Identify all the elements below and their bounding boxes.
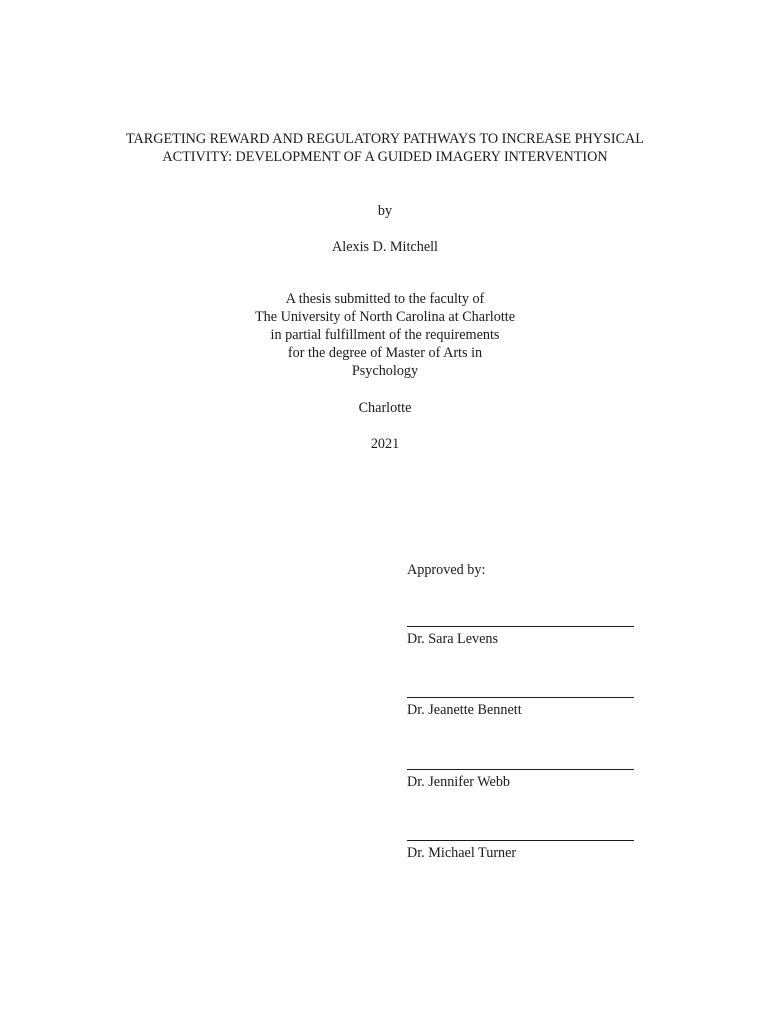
byline-text: by — [377, 203, 393, 219]
year-text: 2021 — [370, 436, 400, 452]
approval-section — [407, 561, 637, 861]
signature-block-4 — [407, 840, 634, 862]
signatory-name: Dr. Jeanette Bennett — [407, 702, 522, 718]
signature-line — [407, 840, 634, 841]
statement-line-3: in partial fulfillment of the requirements — [270, 327, 500, 343]
thesis-title-line-1: TARGETING REWARD AND REGULATORY PATHWAYS TO INCREASE PHYSICAL — [126, 131, 644, 147]
signature-block-3 — [407, 769, 634, 791]
city-text: Charlotte — [358, 400, 412, 416]
signature-line — [407, 769, 634, 770]
author — [0, 238, 770, 256]
signature-line — [407, 626, 634, 627]
submission-statement — [0, 290, 770, 380]
thesis-title — [0, 130, 770, 166]
signatory-name: Dr. Sara Levens — [407, 631, 499, 647]
statement-line-5: Psychology — [351, 363, 419, 379]
statement-line-4: for the degree of Master of Arts in — [287, 345, 483, 361]
signature-line — [407, 697, 634, 698]
statement-line-1: A thesis submitted to the faculty of — [285, 291, 485, 307]
year — [0, 435, 770, 453]
signatory-name: Dr. Jennifer Webb — [407, 774, 511, 790]
thesis-title-line-2: ACTIVITY: DEVELOPMENT OF A GUIDED IMAGERY INTERVENTION — [162, 149, 608, 165]
city — [0, 399, 770, 417]
signatory-name: Dr. Michael Turner — [407, 845, 517, 861]
approved-by-label: Approved by: — [407, 562, 486, 578]
statement-line-2: The University of North Carolina at Charlotte — [254, 309, 516, 325]
author-name: Alexis D. Mitchell — [332, 239, 438, 255]
signature-block-2 — [407, 697, 634, 719]
byline — [0, 202, 770, 220]
signature-block-1 — [407, 626, 634, 648]
